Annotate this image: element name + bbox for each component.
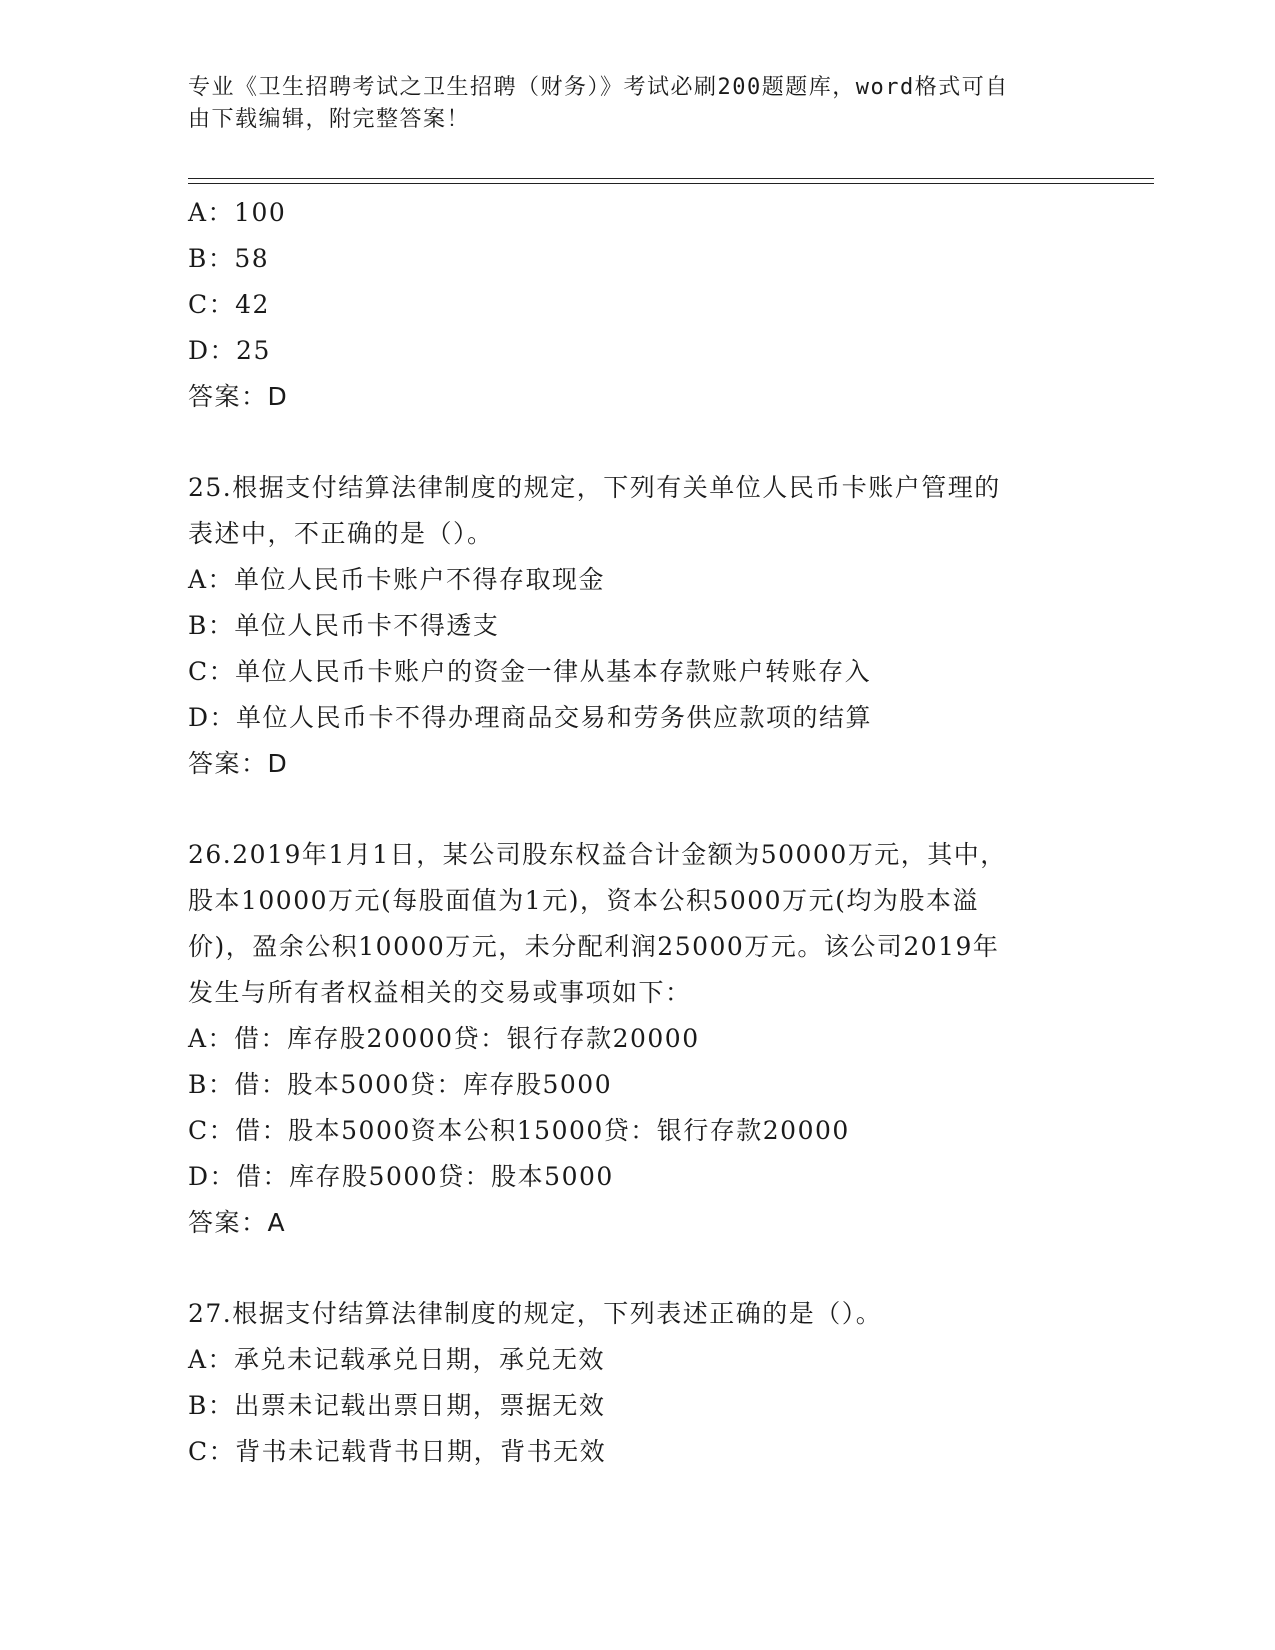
option-d: D：25	[188, 336, 271, 365]
header-title-line-1: 专业《卫生招聘考试之卫生招聘（财务）》考试必刷200题题库，word格式可自	[188, 75, 1009, 100]
question-24	[188, 190, 1128, 420]
option-c: C：借：股本5000资本公积15000贷：银行存款20000	[188, 1116, 850, 1145]
header-divider-top	[188, 178, 1154, 179]
option-d: D：单位人民币卡不得办理商品交易和劳务供应款项的结算	[188, 703, 873, 732]
question-stem: 26.2019年1月1日，某公司股东权益合计金额为50000万元，其中，	[188, 840, 1007, 869]
question-27	[188, 1291, 1128, 1475]
question-stem: 表述中，不正确的是（）。	[188, 519, 494, 548]
option-b: B：借：股本5000贷：库存股5000	[188, 1070, 613, 1099]
answer-line: 答案：A	[188, 1208, 287, 1237]
answer-line: 答案：D	[188, 382, 289, 411]
option-c: C：背书未记载背书日期，背书无效	[188, 1437, 607, 1466]
question-stem: 股本10000万元(每股面值为1元)，资本公积5000万元(均为股本溢	[188, 886, 979, 915]
option-b: B：单位人民币卡不得透支	[188, 611, 500, 640]
header-title-line-2: 由下载编辑，附完整答案！	[188, 107, 471, 132]
question-stem: 价)，盈余公积10000万元，未分配利润25000万元。该公司2019年	[188, 932, 1000, 961]
question-25	[188, 465, 1128, 787]
option-a: A：单位人民币卡账户不得存取现金	[188, 565, 606, 594]
option-a: A：借：库存股20000贷：银行存款20000	[188, 1024, 700, 1053]
option-a: A：承兑未记载承兑日期，承兑无效	[188, 1345, 606, 1374]
spacer	[188, 420, 1128, 465]
option-c: C：42	[188, 290, 270, 319]
question-stem: 发生与所有者权益相关的交易或事项如下：	[188, 978, 692, 1007]
spacer	[188, 787, 1128, 832]
question-list	[188, 190, 1128, 1475]
option-b: B：58	[188, 244, 270, 273]
question-stem: 27.根据支付结算法律制度的规定，下列表述正确的是（）。	[188, 1299, 883, 1328]
option-c: C：单位人民币卡账户的资金一律从基本存款账户转账存入	[188, 657, 872, 686]
header-divider-bottom	[188, 183, 1154, 184]
document-header	[188, 72, 1088, 136]
question-26	[188, 832, 1128, 1246]
spacer	[188, 1246, 1128, 1291]
option-d: D：借：库存股5000贷：股本5000	[188, 1162, 614, 1191]
answer-line: 答案：D	[188, 749, 289, 778]
question-stem: 25.根据支付结算法律制度的规定，下列有关单位人民币卡账户管理的	[188, 473, 1001, 502]
option-b: B：出票未记载出票日期，票据无效	[188, 1391, 606, 1420]
option-a: A：100	[188, 198, 287, 227]
